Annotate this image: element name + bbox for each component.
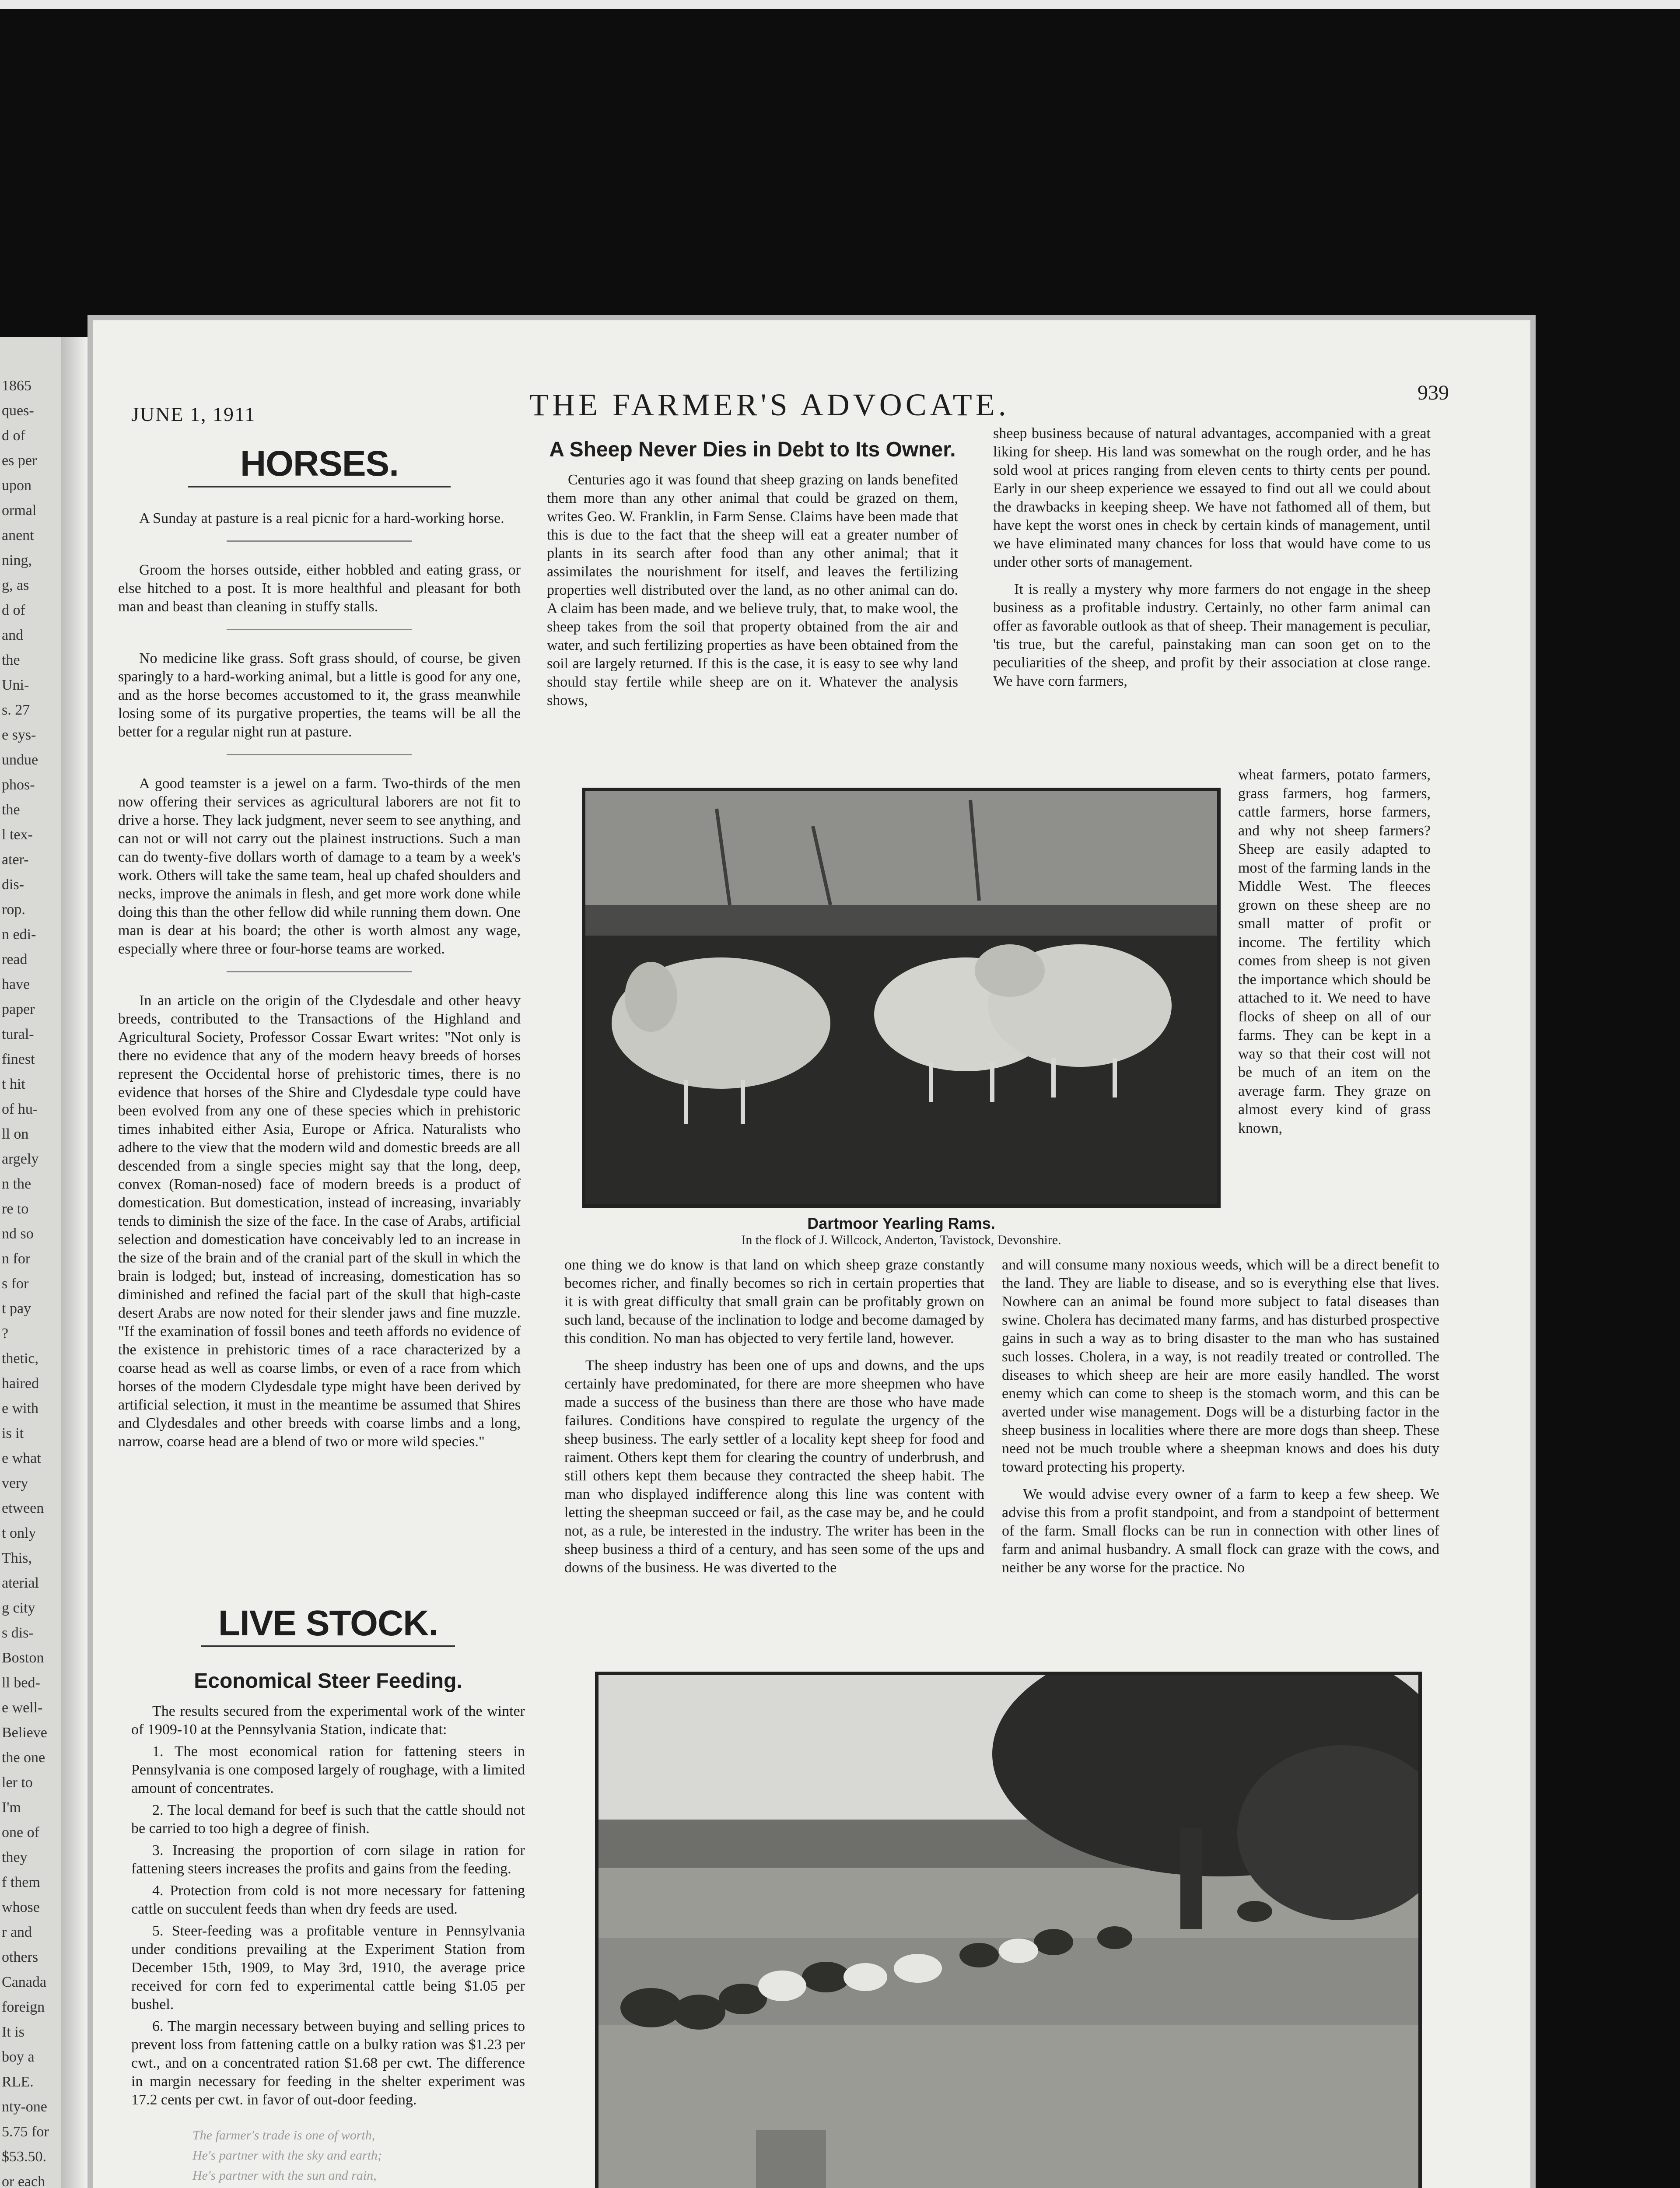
issue-date: JUNE 1, 1911 [131, 403, 256, 425]
previous-page-fragment: It is [2, 2024, 24, 2040]
previous-page-fragment: foreign [2, 1999, 45, 2015]
previous-page-fragment: very [2, 1475, 28, 1491]
previous-page-fragment: $53.50. [2, 2149, 46, 2165]
previous-page-fragment: finest [2, 1051, 35, 1067]
previous-page-fragment: thetic, [2, 1350, 39, 1367]
sheep-paragraph: It is really a mystery why more farmers do not engage in the sheep business as a profitable industry. Certainly, no other farm animal can offer as favorable outlook as that of sheep. Their management is peculiar, 'tis true, but the careful, painstaking man can soon get on to the peculiarities of the sheep, and profit by their association at close range. We have corn farmers, [993, 581, 1431, 689]
previous-page-fragment: undue [2, 752, 38, 768]
farmer-poem [131, 2127, 525, 2188]
dartmoor-rams-photo [582, 788, 1221, 1208]
horses-paragraph: A Sunday at pasture is a real picnic for a hard-working horse. [118, 509, 521, 542]
previous-page-fragment: paper [2, 1001, 35, 1017]
previous-page-fragment: they [2, 1849, 28, 1865]
previous-page-fragment: have [2, 976, 30, 992]
sheep-paragraph: one thing we do know is that land on which sheep graze constantly becomes richer, and finally becomes so rich in certain properties that it is with great difficulty that small grain can be profitably grown on such land, because of the inclination to lodge and become damaged by this condition. No man has objected to very fertile land, however. [564, 1257, 984, 1346]
previous-page-fragment: r and [2, 1924, 32, 1940]
previous-page-fragment: nty-one [2, 2099, 47, 2115]
steer-feeding-title: Economical Steer Feeding. [194, 1669, 462, 1693]
sheep-paragraph: We would advise every owner of a farm to keep a few sheep. We advise this from a profit standpoint, and from a standpoint of betterment of the farm. Small flocks can be run in connection with other lines of farm and animal husbandry. A small flock can graze with the cows, and neither be any worse for the practice. No [1002, 1486, 1439, 1576]
steer-paragraph: 1. The most economical ration for fattening steers in Pennsylvania is one composed largely of roughage, with a limited amount of concentrates. [131, 1743, 525, 1796]
live-stock-column [131, 1602, 525, 2188]
previous-page-fragment: rop. [2, 901, 25, 918]
previous-page-fragment: ler to [2, 1774, 33, 1791]
horses-column [118, 442, 521, 1467]
horses-paragraph: Groom the horses outside, either hobbled and eating grass, or else hitched to a post. It is more healthful and pleasant for both man and beast than cleaning in stuffy stalls. [118, 561, 521, 630]
previous-page-fragment: haired [2, 1375, 39, 1392]
sheep-paragraph: and will consume many noxious weeds, which will be a direct benefit to the land. They are liable to disease, and so is everything else that lives. Nowhere can an animal be found more subject to fatal diseases than swine. Cholera has decimated many farms, and has disturbed prospective gains in such a way as to bring disaster to the man who has sustained such losses. Cholera, in a way, is not readily treated or controlled. The diseases to which sheep are heir are more easily handled. The worst enemy which can come to sheep is the stomach worm, and this can be averted under wise management. Dogs will be a disturbing factor in the sheep business in localities where there are more dogs than sheep. These need not be much trouble where a sheepman knows and does his duty toward protecting his property. [1002, 1257, 1439, 1475]
previous-page-fragment: RLE. [2, 2074, 34, 2090]
previous-page-fragment: Boston [2, 1650, 44, 1666]
page-header [88, 381, 1536, 425]
previous-page-fragment: e well- [2, 1700, 43, 1716]
steer-paragraph: 2. The local demand for beef is such that the cattle should not be carried to too high a degree of finish. [131, 1802, 525, 1837]
previous-page-fragment: Believe [2, 1725, 47, 1741]
sheep-article-top [547, 438, 958, 726]
previous-page-fragment: ning, [2, 552, 32, 568]
previous-page-fragment: This, [2, 1550, 32, 1566]
previous-page-fragment: f them [2, 1874, 40, 1890]
previous-page-fragment: e what [2, 1450, 41, 1466]
horses-paragraph: In an article on the origin of the Clydesdale and other heavy breeds, contributed to the Transactions of the Highland and Agricultural Society, Professor Cossar Ewart writes: "Not only is there no evidence that any of the modern heavy breeds of horses represent the Occidental horse of prehistoric times, there is no evidence that horses of the Shire and Clydesdale type could have been evolved from any one of these species which in prehistoric times inhabited either Asia, Europe or Africa. Naturalists who adhere to the view that the modern wild and domestic breeds are all descended from a single species might say that the long, deep, convex (Roman-nosed) face of modern breeds is a product of domestication. But domestication, instead of increasing, invariably tends to diminish the size of the face. In the case of Arabs, artificial selection and domestication have conceivably led to an increase in the size of the brain and of the cranial part of the skull in which the brain is lodged; but, instead of increasing, domestication has so diminished and refined the facial part of the skull that high-caste desert Arabs are now noted for their slender jaws and fine muzzle. "If the examination of fossil bones and teeth affords no evidence of the existence in prehistoric times of a race characterized by a coarse head as well as coarse limbs, or even of a race from which horses of the modern Clydesdale type might have been derived by artificial selection, it must in the meantime be assumed that Shires and Clydesdales and other breeds with coarse limbs and a long, narrow, coarse head are a blend of two or more wild species." [118, 992, 521, 1450]
scanner-edge [0, 0, 1680, 9]
previous-page-fragment: s. 27 [2, 702, 30, 718]
live-stock-heading: LIVE STOCK. [201, 1602, 455, 1647]
previous-page-fragment: t only [2, 1525, 36, 1541]
previous-page-fragment: d of [2, 428, 25, 444]
sheep-paragraph: Centuries ago it was found that sheep grazing on lands benefited them more than any other animal that could be grazed on them, writes Geo. W. Franklin, in Farm Sense. Claims have been made that this is due to the fact that the sheep will eat a greater number of plants in its search after food than any other animal; that it assimilates the nourishment for itself, and leaves the fertilizing properties well distributed over the land, as no other animal can do. A claim has been made, and we believe truly, that, to make wool, the sheep takes from the soil that property obtained from the air and water, and such fertilizing properties as have been obtained from the soil are largely returned. If this is the case, it is easy to see why land should stay fertile while sheep are on it. Whatever the analysis shows, [547, 472, 958, 708]
steer-paragraph: 3. Increasing the proportion of corn silage in ration for fattening steers increases the profits and gains from the feeding. [131, 1842, 525, 1877]
horses-paragraph: No medicine like grass. Soft grass should, of course, be given sparingly to a hard-working animal, but a little is good for any one, and as the horse becomes accustomed to it, the grass meanwhile losing some of its purgative properties, the teams will be all the better for a regular night run at pasture. [118, 649, 521, 755]
poem-line: He's partner with the sky and earth; [192, 2148, 382, 2163]
sheep-article-title: A Sheep Never Dies in Debt to Its Owner. [549, 438, 956, 461]
previous-page-fragment: read [2, 951, 28, 968]
sheep-article-right-top [993, 424, 1431, 706]
previous-page-fragment: whose [2, 1899, 40, 1915]
previous-page-fragment: and [2, 627, 24, 643]
previous-page-fragment: l tex- [2, 827, 33, 843]
previous-page-fragment: aterial [2, 1575, 39, 1591]
steer-paragraph: The results secured from the experimental work of the winter of 1909-10 at the Pennsylvania Station, indicate that: [131, 1703, 525, 1738]
previous-page-fragment: the one [2, 1750, 46, 1766]
previous-page-fragment: Canada [2, 1974, 46, 1990]
previous-page-fragment: s dis- [2, 1625, 34, 1641]
previous-page-fragment: of hu- [2, 1101, 38, 1117]
steer-paragraph: 6. The margin necessary between buying and selling prices to prevent loss from fattening cattle on a bulky ration was $1.23 per cwt., and on a concentrated ration $1.68 per cwt. The difference in margin necessary for feeding in the shelter experiment was 17.2 cents per cwt. in favor of out-door feeding. [131, 2018, 525, 2108]
previous-page-fragment: e sys- [2, 727, 36, 743]
sheep-paragraph: sheep business because of natural advantages, accompanied with a great liking for sheep. His land was somewhat on the rough order, and he has sold wool at prices ranging from eleven cents to thirty cents per pound. Early in our sheep experience we essayed to find out all we could about the drawbacks in keeping sheep. We have not fathomed all of them, but have kept the worst ones in check by certain kinds of management, until we have eliminated many chances for loss that would have come to us under other sorts of management. [993, 425, 1431, 570]
previous-page-fragment: es per [2, 452, 37, 469]
previous-page-fragment: dis- [2, 877, 24, 893]
previous-page-fragment: n edi- [2, 926, 36, 943]
previous-page-fragment: n the [2, 1176, 32, 1192]
poem-line: He's partner with the sun and rain, [192, 2168, 377, 2183]
previous-page-fragment: n for [2, 1251, 31, 1267]
page-gutter-shadow [61, 337, 88, 2188]
previous-page-fragment: d of [2, 602, 25, 618]
pastures-photo [595, 1672, 1422, 2188]
sheep-article-middle [564, 1256, 984, 1593]
poem-line: The farmer's trade is one of worth, [192, 2128, 375, 2142]
sheep-paragraph: The sheep industry has been one of ups and downs, and the ups certainly have predominated, for there are more sheepmen who have made a success of the business than there are those who have made failures. Conditions have conspired to regulate the urgency of the sheep business. The early settler of a locality kept sheep for food and raiment. Others kept them for clearing the country of underbrush, and still others kept them because they contracted the sheep habit. The man who displayed indifference along this line was content with letting the sheepman succeed or fail, as the case may be, and he could not, as a rule, be interested in the industry. The writer has been in the sheep business a third of a century, and has seen some of the ups and downs of the business. He was diverted to the [564, 1357, 984, 1576]
previous-page-fragment: upon [2, 477, 32, 494]
horses-heading: HORSES. [188, 442, 451, 487]
previous-page-fragment: ques- [2, 403, 34, 419]
previous-page-fragment: re to [2, 1201, 29, 1217]
previous-page-sliver [0, 337, 92, 2188]
previous-page-fragment: others [2, 1949, 38, 1965]
sheep-paragraph: wheat farmers, potato farmers, grass farmers, hog farmers, cattle farmers, horse farmers, and why not sheep farmers? Sheep are easily adapted to most of the farming lands in the Middle West. The fleeces grown on these sheep are no small matter of profit or income. The fertility which comes from sheep is not given the importance which should be attached to it. We need to have flocks of sheep on all of our farms. They can be kept in a way so that their cost will not be much of an item on the average farm. They graze on almost every kind of grass known, [1238, 767, 1431, 1136]
previous-page-fragment: I'm [2, 1799, 21, 1816]
previous-page-fragment: or each [2, 2174, 46, 2188]
page-number: 939 [1418, 381, 1449, 404]
rams-caption-subtitle: In the flock of J. Willcock, Anderton, Tavistock, Devonshire. [741, 1233, 1061, 1247]
previous-page-fragment: etween [2, 1500, 44, 1516]
masthead-title: THE FARMER'S ADVOCATE. [529, 387, 1010, 422]
previous-page-fragment: nd so [2, 1226, 34, 1242]
previous-page-fragment: 5.75 for [2, 2124, 49, 2140]
previous-page-fragment: ll bed- [2, 1675, 40, 1691]
steer-paragraph: 5. Steer-feeding was a profitable venture in Pennsylvania under conditions prevailing at the Experiment Station from December 15th, 1909, to May 3rd, 1910, the average price received for corn fed to experimental cattle being $1.05 per bushel. [131, 1923, 525, 2013]
previous-page-fragment: g, as [2, 577, 29, 593]
sheep-article-right-narrow [1238, 766, 1431, 1154]
steer-paragraph: 4. Protection from cold is not more necessary for fattening cattle on succulent feeds than when dry feeds are used. [131, 1883, 525, 1917]
sheep-article-right-bottom [1002, 1256, 1439, 1593]
previous-page-fragment: s for [2, 1276, 29, 1292]
previous-page-fragment: t pay [2, 1301, 32, 1317]
previous-page-fragment: boy a [2, 2049, 35, 2065]
previous-page-fragment: e with [2, 1400, 39, 1417]
previous-page-fragment: ater- [2, 852, 29, 868]
previous-page-fragment: ll on [2, 1126, 29, 1142]
previous-page-fragment: g city [2, 1600, 35, 1616]
newspaper-page [88, 315, 1536, 2188]
previous-page-fragment: t hit [2, 1076, 25, 1092]
previous-page-fragment: phos- [2, 777, 35, 793]
previous-page-fragment: anent [2, 527, 34, 543]
rams-image [585, 791, 1217, 1204]
previous-page-fragment: ormal [2, 502, 37, 519]
previous-page-fragment: argely [2, 1151, 39, 1167]
horses-paragraph: A good teamster is a jewel on a farm. Two-thirds of the men now offering their services as agricultural laborers are not fit to drive a horse. They lack judgment, never seem to see anything, and can not or will not carry out the plainest instructions. Such a man can do twenty-five dollars worth of damage to a team by a week's work. Others will take the same team, heal up chafed shoulders and necks, improve the animals in flesh, and get more work done while doing this than the other fellow did while running them down. One man is dear at his board; the other is worth almost any wage, especially where three or four-horse teams are worked. [118, 775, 521, 972]
previous-page-fragment: one of [2, 1824, 39, 1841]
previous-page-fragment: the [2, 652, 20, 668]
previous-page-fragment: is it [2, 1425, 24, 1441]
previous-page-fragment: 1865 [2, 378, 32, 394]
previous-page-fragment: ? [2, 1325, 9, 1342]
previous-page-fragment: the [2, 802, 20, 818]
rams-caption [569, 1214, 1234, 1248]
previous-page-fragment: Uni- [2, 677, 29, 693]
previous-page-fragment: tural- [2, 1026, 34, 1042]
pastures-image [598, 1675, 1418, 2188]
rams-caption-title: Dartmoor Yearling Rams. [807, 1214, 995, 1232]
